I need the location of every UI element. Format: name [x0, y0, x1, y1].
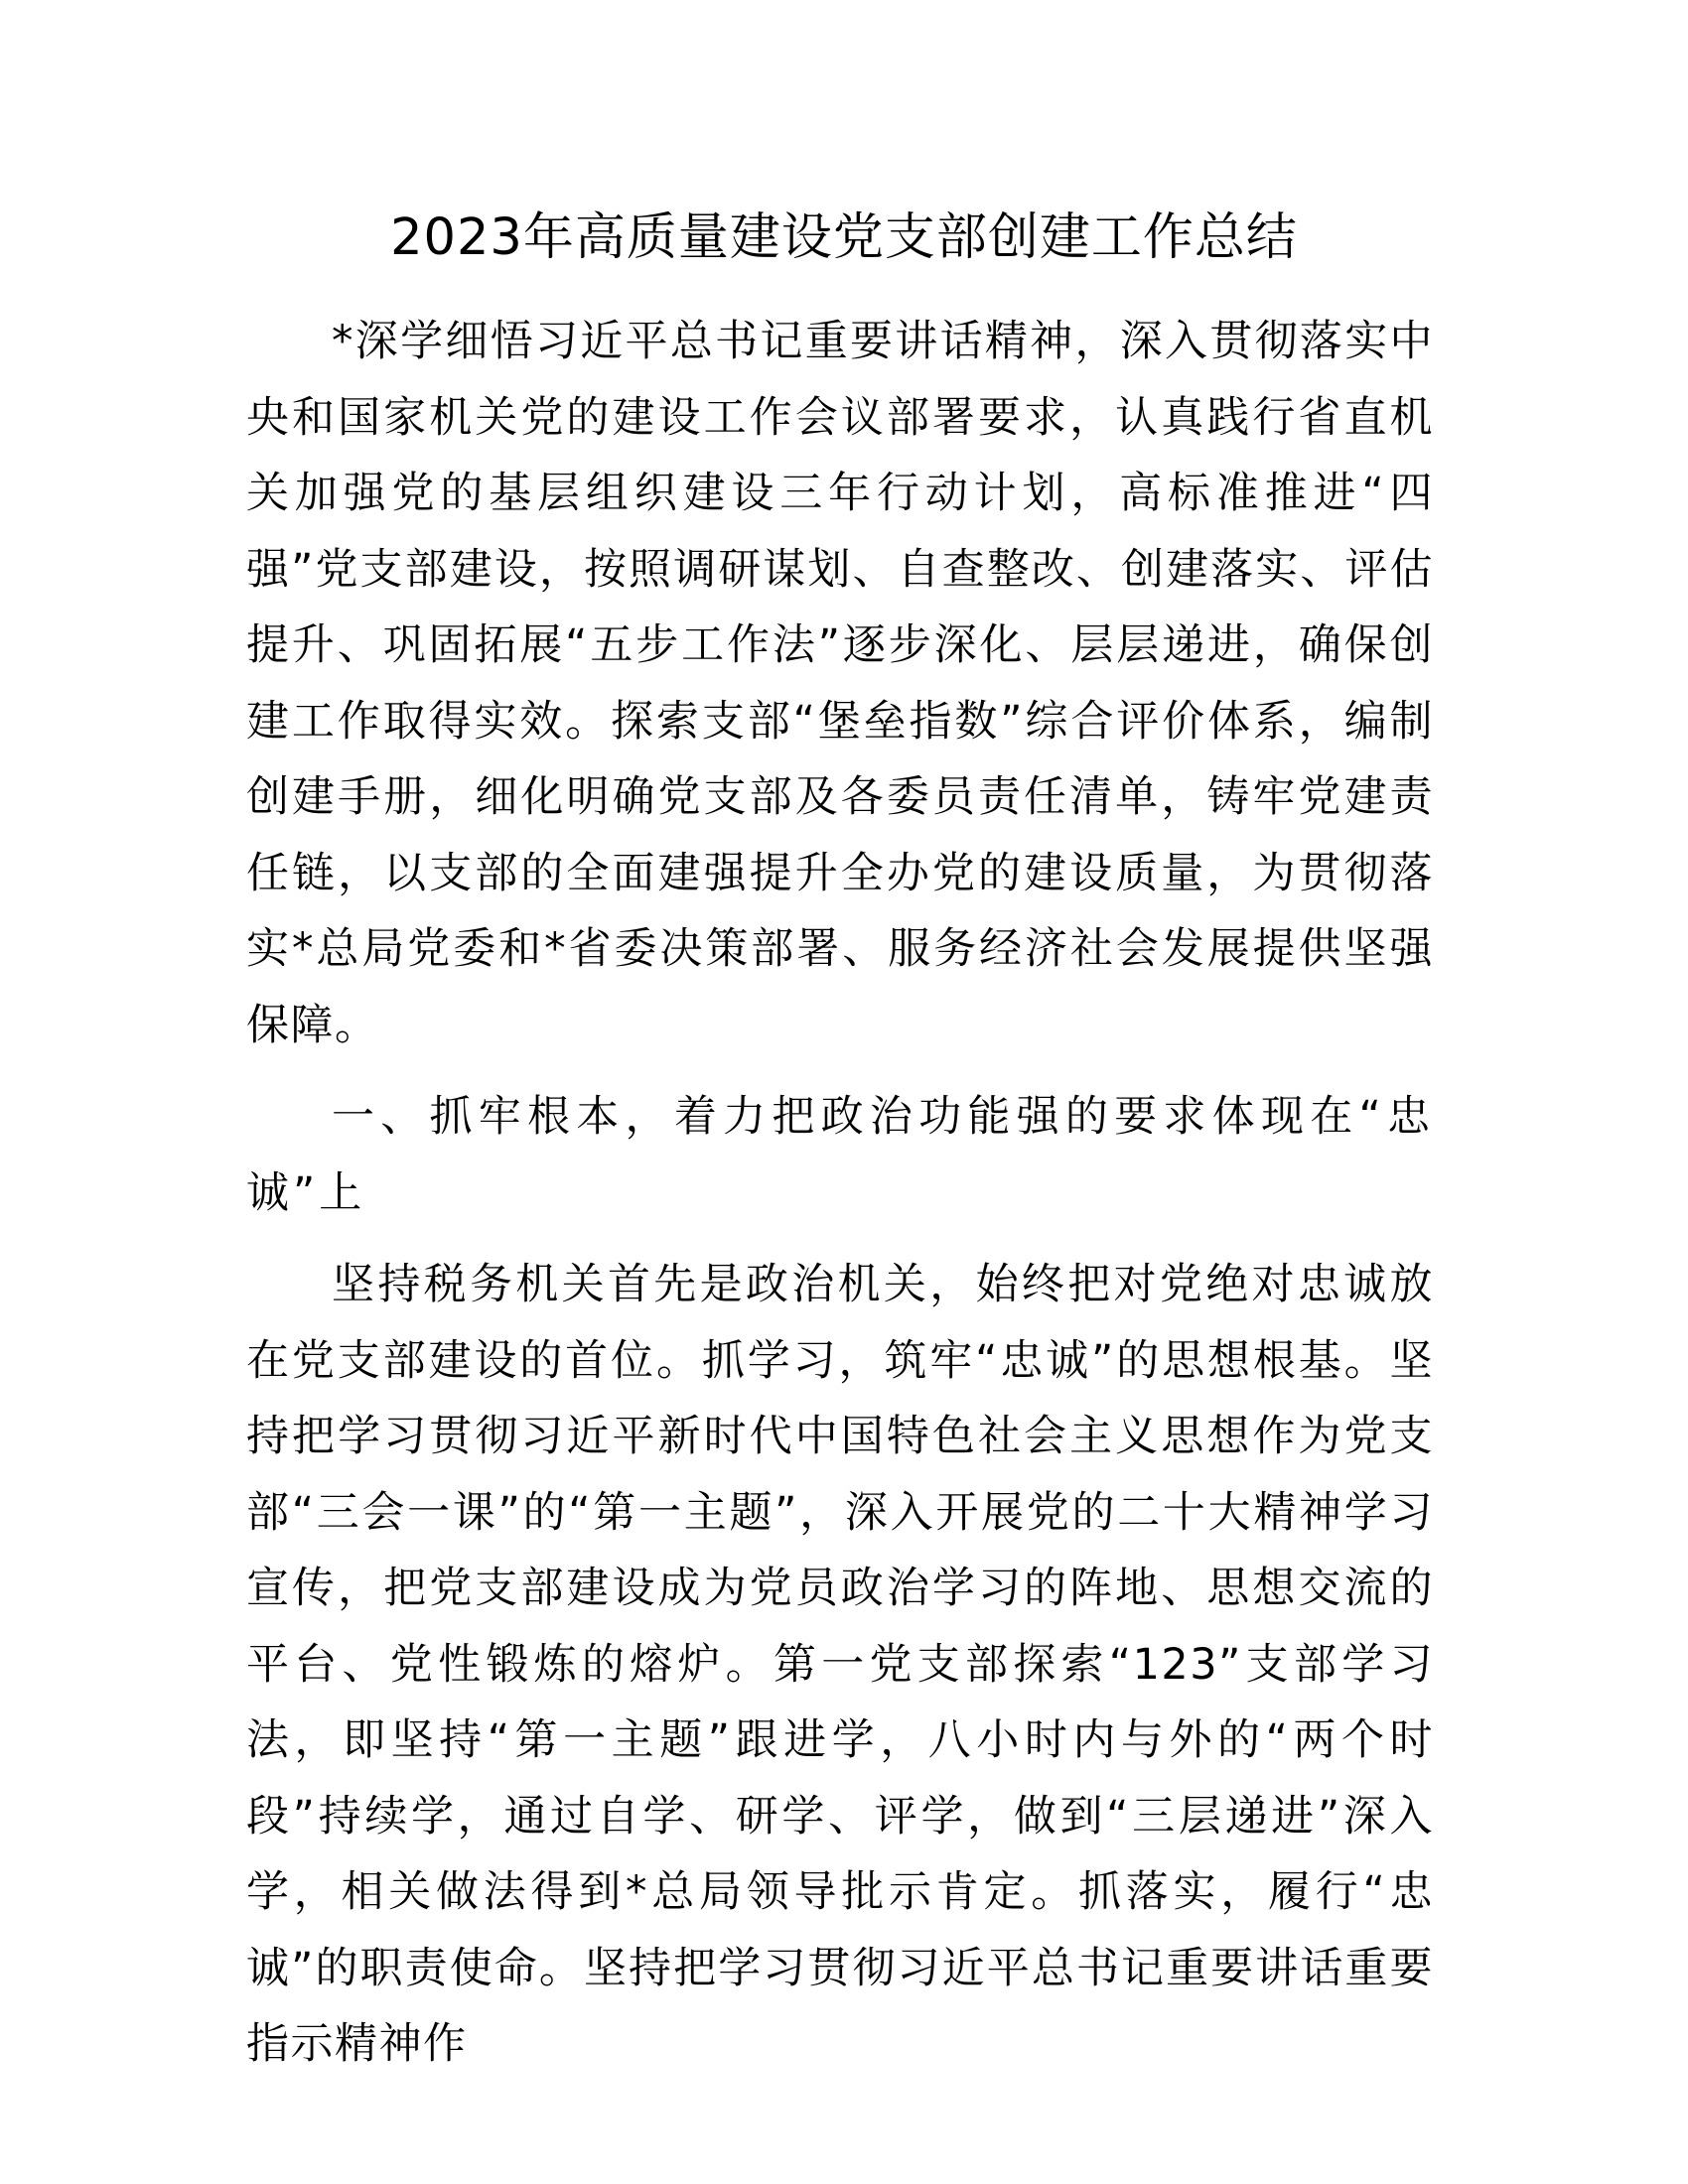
document-body: [246, 304, 1434, 2083]
intro-paragraph: *深学细悟习近平总书记重要讲话精神，深入贯彻落实中央和国家机关党的建设工作会议部署要求，认真践行省直机关加强党的基层组织建设三年行动计划，高标准推进“四强”党支部建设，按照调研谋划、自查整改、创建落实、评估提升、巩固拓展“五步工作法”逐步深化、层层递进，确保创建工作取得实效。探索支部“堡垒指数”综合评价体系，编制创建手册，细化明确党支部及各委员责任清单，铸牢党建责任链，以支部的全面建强提升全办党的建设质量，为贯彻落实*总局党委和*省委决策部署、服务经济社会发展提供坚强保障。: [246, 317, 1434, 1050]
section-1-heading: 一、抓牢根本，着力把政治功能强的要求体现在“忠诚”上: [246, 1092, 1434, 1218]
document-title: 2023年高质量建设党支部创建工作总结: [390, 208, 1298, 267]
section-1-paragraph: 坚持税务机关首先是政治机关，始终把对党绝对忠诚放在党支部建设的首位。抓学习，筑牢“忠诚”的思想根基。坚持把学习贯彻习近平新时代中国特色社会主义思想作为党支部“三会一课”的“第一主题”，深入开展党的二十大精神学习宣传，把党支部建设成为党员政治学习的阵地、思想交流的平台、党性锻炼的熔炉。第一党支部探索“123”支部学习法，即坚持“第一主题”跟进学，八小时内与外的“两个时段”持续学，通过自学、研学、评学，做到“三层递进”深入学，相关做法得到*总局领导批示肯定。抓落实，履行“忠诚”的职责使命。坚持把学习贯彻习近平总书记重要讲话重要指示精神作: [246, 1260, 1434, 2069]
